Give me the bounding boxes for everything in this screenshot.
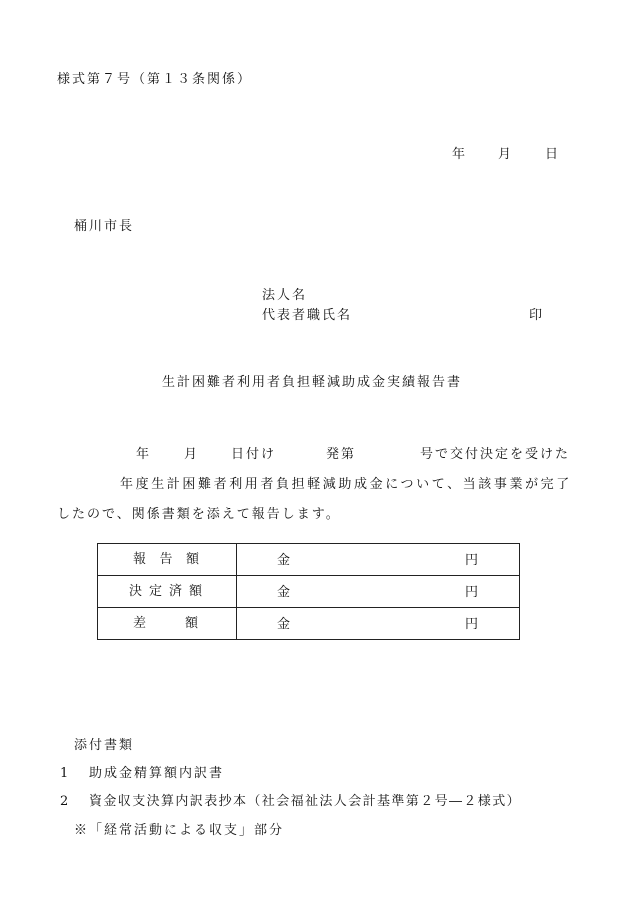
- corp-name-label: 法人名: [262, 288, 308, 303]
- kin-label: 金: [277, 585, 291, 600]
- yen-label: 円: [465, 585, 479, 600]
- amount-table: [97, 543, 520, 640]
- attachment-number: 1: [60, 766, 69, 781]
- label-char: 額: [188, 584, 202, 599]
- date-year-label: 年: [452, 147, 466, 162]
- label-char: 告: [159, 552, 173, 567]
- kin-label: 金: [277, 617, 291, 632]
- yen-label: 円: [465, 553, 479, 568]
- table-row: [98, 576, 520, 608]
- form-number: 様式第７号（第１３条関係）: [57, 72, 253, 87]
- attachment-number: 2: [60, 794, 69, 809]
- attachment-note: ※「経常活動による収支」部分: [74, 823, 285, 838]
- report-amount-label: [98, 544, 237, 576]
- body-line1-rest: 号で交付決定を受けた: [420, 447, 571, 462]
- date-day-label: 日: [545, 147, 559, 162]
- body-year: 年: [136, 447, 150, 462]
- label-char: 報: [133, 552, 147, 567]
- difference-label: [98, 608, 237, 640]
- addressee: 桶川市長: [74, 219, 135, 234]
- label-char: 定: [148, 584, 162, 599]
- seal-mark: 印: [529, 308, 543, 323]
- label-char: 額: [184, 616, 198, 631]
- date-month-label: 月: [498, 147, 512, 162]
- body-month: 月: [184, 447, 198, 462]
- kin-label: 金: [277, 553, 291, 568]
- table-row: [98, 544, 520, 576]
- report-amount-value: [237, 544, 520, 576]
- label-char: 差: [133, 616, 147, 631]
- decided-amount-value: [237, 576, 520, 608]
- table-row: [98, 608, 520, 640]
- body-issue-no: 発第: [326, 447, 357, 462]
- decided-amount-label: [98, 576, 237, 608]
- attachment-item: 助成金精算額内訳書: [89, 766, 225, 781]
- yen-label: 円: [465, 617, 479, 632]
- rep-name-label: 代表者職氏名: [262, 308, 353, 323]
- body-dated: 日付け: [231, 447, 277, 462]
- attachments-heading: 添付書類: [74, 738, 135, 753]
- difference-value: [237, 608, 520, 640]
- document-title: 生計困難者利用者負担軽減助成金実績報告書: [162, 375, 463, 390]
- body-line2: 年度生計困難者利用者負担軽減助成金について、当該事業が完了: [120, 477, 572, 492]
- label-char: 額: [185, 552, 199, 567]
- body-line3: したので、関係書類を添えて報告します。: [57, 507, 341, 522]
- attachment-item: 資金収支決算内訳表抄本（社会福祉法人会計基準第２号―２様式）: [89, 794, 522, 809]
- label-char: 決: [129, 584, 143, 599]
- label-char: 済: [168, 584, 182, 599]
